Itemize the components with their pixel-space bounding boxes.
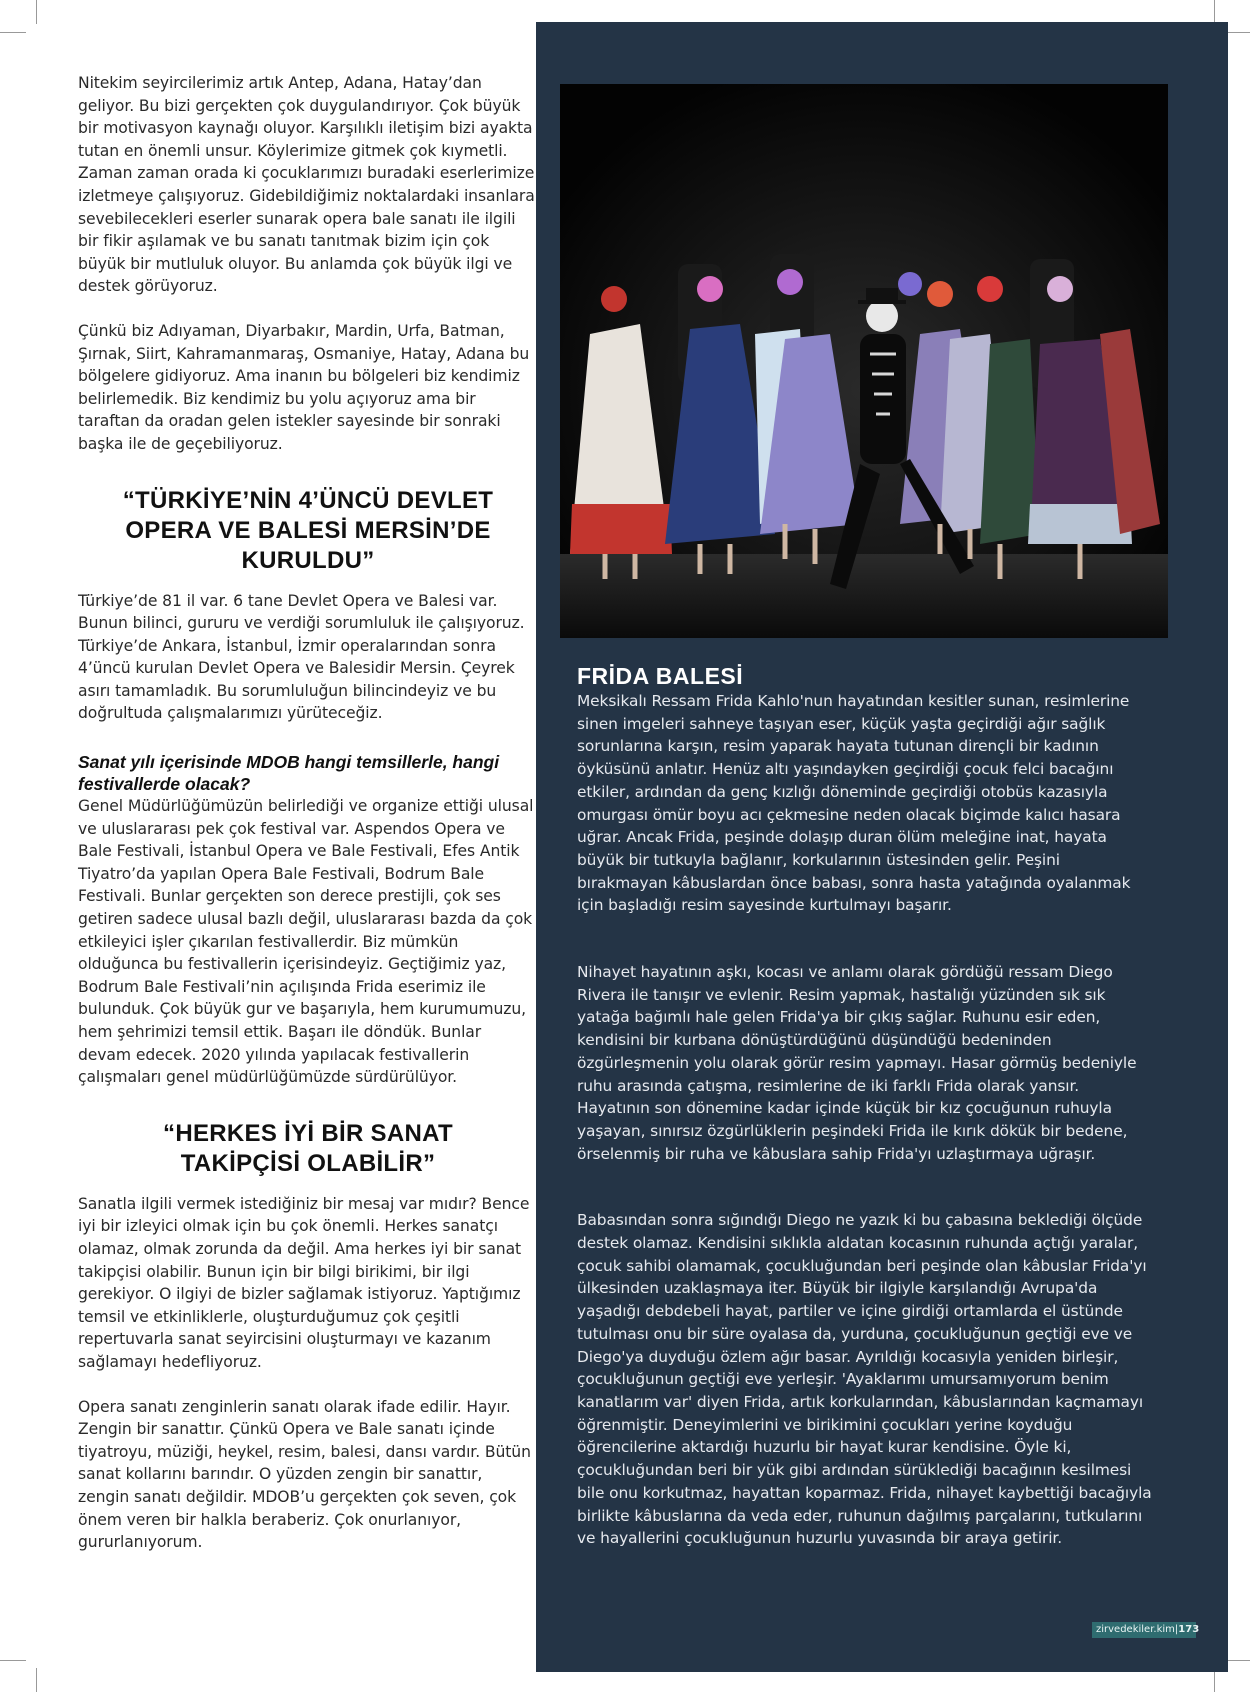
page-number: 173 [1178, 1624, 1200, 1635]
frida-panel [536, 22, 1228, 1672]
ballet-photo [560, 84, 1168, 638]
section-heading: “TÜRKİYE’NİN 4’ÜNCÜ DEVLET OPERA VE BALESİ MERSİN’DE KURULDU” [122, 486, 494, 574]
paragraph: Nihayet hayatının aşkı, kocası ve anlamı olarak gördüğü ressam Diego Rivera ile tanışır ve evlenir. Resim yapmak, hastalığı yüzünden sık sık yatağa bağımlı hale gelen Frida'ya bir çıkış sağlar. Ruhunu esir eden, kendisini bir kurbana dönüştürdüğünü düşündüğü bedeninden özgürleşmenin yolu olarak görür resim yapmayı. Hasar görmüş bedeniyle ruhu arasında çatışma, resimlerine de iki farklı Frida olarak yansır. Hayatının son dönemine kadar içinde küçük bir kız çocuğunun ruhuyla yaşayan, sınırsız özgürlüklerin peşindeki Frida ile kırık dökük bir bedene, örselenmiş bir ruha ve kâbuslara sahip Frida'yı uzlaştırmaya uğraşır. [577, 963, 1137, 1163]
paragraph: Türkiye’de 81 il var. 6 tane Devlet Opera ve Balesi var. Bunun bilinci, gururu ve verdiği sorumluluk ile çalışıyoruz. Türkiye’de Ankara, İstanbul, İzmir operalarından sonra 4’üncü kurulan Devlet Opera ve Balesidir Mersin. Çeyrek asırı tamamladık. Bu sorumluluğun bilincindeyiz ve bu doğrultuda çalışmalarımızı yürüteceğiz. [78, 591, 525, 723]
left-column [78, 72, 538, 1576]
paragraph: Sanatla ilgili vermek istediğiniz bir mesaj var mıdır? Bence iyi bir izleyici olmak için bu çok önemli. Herkes sanatçı olamaz, olmak zorunda da değil. Ama herkes iyi bir sanat takipçisi olabilir. Bunun için bir bilgi birikimi, bir ilgi gerekiyor. O ilgiyi de bizler sağlamak istiyoruz. Yaptığımız temsil ve etkinliklerle, oluşturduğumuz çok çeşitli repertuvarla sanat seyircisini oluşturmayı ve kazanım sağlamayı hedefliyoruz. [78, 1194, 530, 1371]
paragraph: Çünkü biz Adıyaman, Diyarbakır, Mardin, Urfa, Batman, Şırnak, Siirt, Kahramanmaraş, Osmaniye, Hatay, Adana bu bölgelere gidiyoruz. Ama inanın bu bölgeleri biz kendimiz belirlemedik. Biz kendimiz bu yolu açıyoruz ama bir taraftan da oradan gelen istekler sayesinde bir sonraki başka ile de geçebiliyoruz. [78, 321, 530, 453]
crop-mark [36, 0, 37, 24]
crop-mark [0, 32, 26, 33]
ballet-stage-illustration [560, 84, 1168, 638]
interview-question: Sanat yılı içerisinde MDOB hangi temsillerle, hangi festivallerde olacak? [78, 752, 500, 795]
frida-article [577, 662, 1155, 1550]
paragraph: Nitekim seyircilerimiz artık Antep, Adana, Hatay’dan geliyor. Bu bizi gerçekten çok duygulandırıyor. Çok büyük bir motivasyon kaynağı oluyor. Karşılıklı iletişim bizi ayakta tutan en önemli unsur. Köylerimize gitmek çok kıymetli. Zaman zaman orada ki çocuklarımızı buradaki eserlerimize izletmeye çalışıyoruz. Gidebildiğimiz noktalardaki insanlara sevebilecekleri eserler sunarak opera bale sanatı ile ilgili bir fikir aşılamak ve bu sanatı tanıtmak bizim için çok büyük bir mutluluk oluyor. Bu anlamda çok büyük ilgi ve destek görüyoruz. [78, 74, 535, 296]
crop-mark [36, 1668, 37, 1692]
crop-mark [1214, 0, 1215, 24]
paragraph: Opera sanatı zenginlerin sanatı olarak ifade edilir. Hayır. Zengin bir sanattır. Çünkü Opera ve Bale sanatı içinde tiyatroyu, müziği, heykel, resim, balesi, dansı vardır. Bütün sanat kollarını barındır. O yüzden zengin bir sanattır, zengin sanatı değildir. MDOB’u gerçekten çok seven, çok önem veren bir halkla beraberiz. Çok onurlanıyor, gururlanıyorum. [78, 1397, 531, 1552]
paragraph: Meksikalı Ressam Frida Kahlo'nun hayatından kesitler sunan, resimlerine sinen imgeleri sahneye taşıyan eser, küçük yaşta geçirdiği ağır sağlık sorunlarına karşın, resim yaparak hayata tutunan dirençli bir kadının öyküsünü anlatır. Henüz altı yaşındayken geçirdiği çocuk felci bacağını etkiler, ardından da genç kızlığı döneminde geçirdiği otobüs kazasıyla omurgası ömür boyu acı çekmesine neden olacak biçimde kalıcı hasara uğrar. Ancak Frida, peşinde dolaşıp duran ölüm meleğine inat, hayata büyük bir tutkuyla bağlanır, korkularının üstesinden gelir. Peşini bırakmayan kâbuslardan önce babası, sonra hasta yatağında oyalanmak için başladığı resim sayesinde kurtulmayı başarır. [577, 692, 1131, 915]
section-heading: “HERKES İYİ BİR SANAT TAKİPÇİSİ OLABİLİR” [163, 1119, 453, 1177]
frida-title: FRİDA BALESİ [577, 663, 744, 689]
crop-mark [0, 1660, 26, 1661]
paragraph: Genel Müdürlüğümüzün belirlediği ve organize ettiği ulusal ve uluslararası pek çok festival var. Aspendos Opera ve Bale Festivali, İstanbul Opera ve Bale Festivali, Efes Antik Tiyatro’da yapılan Opera Bale Festivali, Bodrum Bale Festivali. Bunlar gerçekten son derece prestijli, çok ses getiren sadece ulusal bazlı değil, uluslararası bazda da çok etkileyici işler çıkarılan festivallerdir. Biz mümkün olduğunca bu festivallerin içerisindeyiz. Geçtiğimiz yaz, Bodrum Bale Festivali’nin açılışında Frida eserimiz ile bulunduk. Çok büyük gur ve başarıyla, hem kurumumuzu, hem şehrimizi temsil ettik. Başarı ile döndük. Bunlar devam edecek. 2020 yılında yapılacak festivallerin çalışmaları genel müdürlüğümüzde sürdürülüyor. [78, 797, 534, 1087]
site-name: zirvedekiler.kim [1096, 1624, 1175, 1635]
paragraph: Babasından sonra sığındığı Diego ne yazık ki bu çabasına beklediği ölçüde destek olamaz. Kendisini sıklıkla aldatan kocasının ruhunda açtığı yaralar, çocuk sahibi olamamak, çocukluğundan beri peşinde olan kâbuslar Frida'yı ülkesinden uzaklaşmaya iter. Büyük bir ilgiyle karşılandığı Avrupa'da yaşadığı debdebeli hayat, partiler ve içine girdiği ortamlarda el üstünde tutulması onu bir süre oyalasa da, yurduna, çocukluğunun geçtiği eve ve Diego'ya duyduğu özlem ağır basar. Ayrıldığı kocasıyla yeniden birleşir, çocukluğunun geçtiği eve yerleşir. 'Ayaklarımı umursamıyorum benim kanatlarım var' diyen Frida, artık korkularından, kâbuslarından kaçmamayı öğrenmiştir. Deneyimlerini ve birikimini çocukları yerine koyduğu öğrencilerine aktardığı huzurlu bir hayat kurar kendisine. Öyle ki, çocukluğundan beri bir yük gibi ardından sürüklediği bacağının kesilmesi bile onu korkutmaz, hayattan koparmaz. Frida, nihayet kaybettiği bacağıyla birlikte kâbuslarına da veda eder, ruhunun dağılmış parçalarını, tutkularını ve hayallerini çocukluğunun huzurlu yuvasında bir araya getirir. [577, 1211, 1152, 1548]
page-footer: zirvedekiler.kim|173 [1092, 1622, 1196, 1638]
